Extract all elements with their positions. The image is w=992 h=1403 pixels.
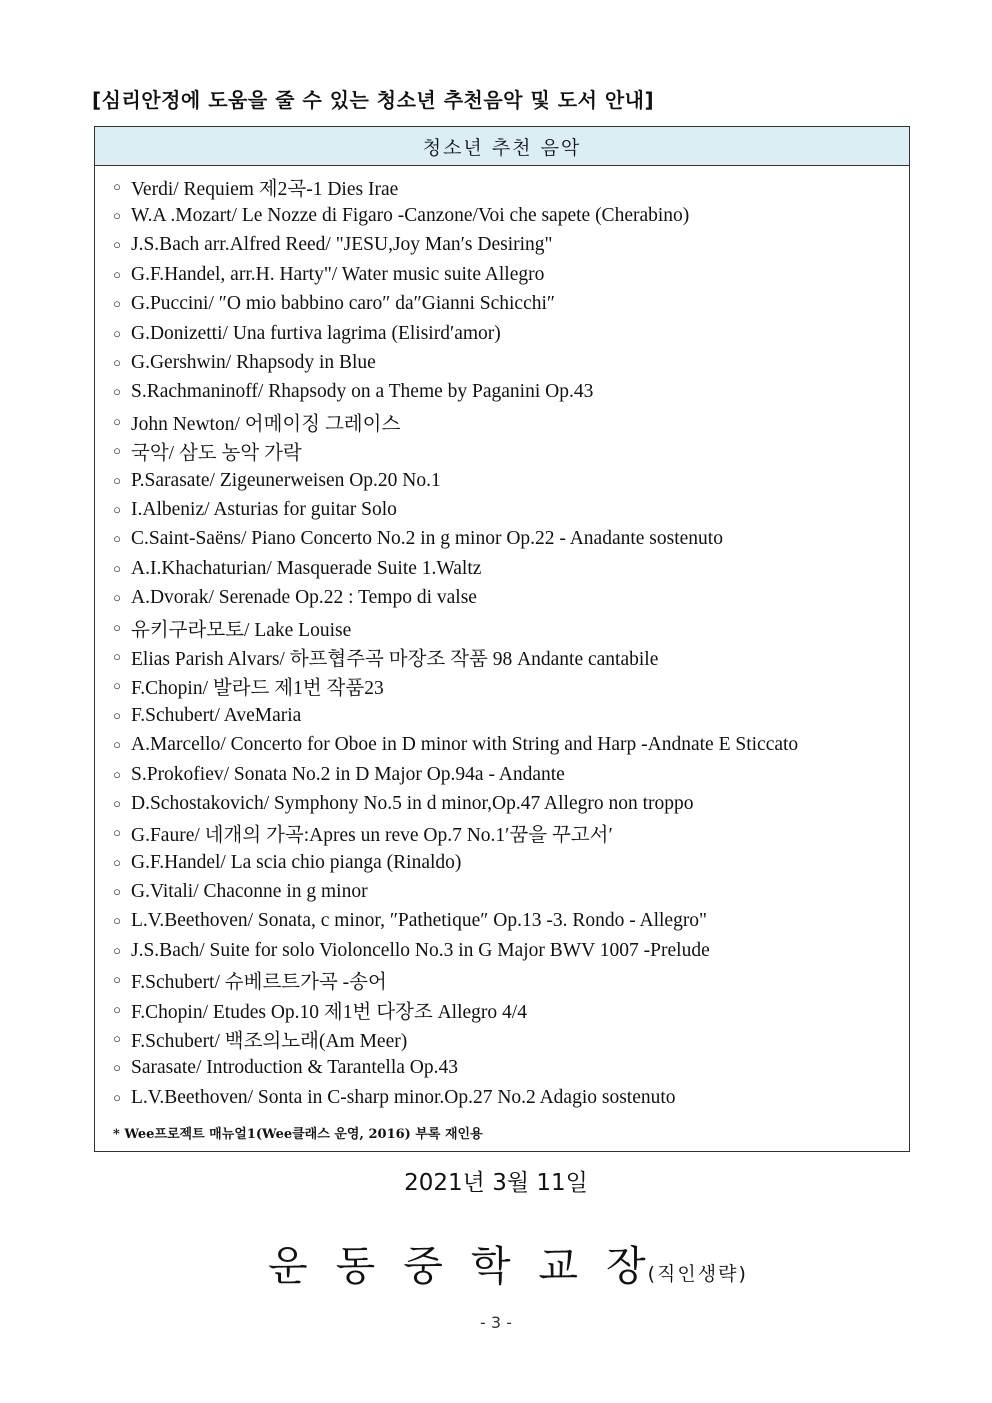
list-item [95, 907, 909, 936]
list-item-text: A.I.Khachaturian/ Masquerade Suite 1.Waltz [131, 557, 482, 579]
list-item-text: S.Rachmaninoff/ Rhapsody on a Theme by Paganini Op.43 [131, 381, 594, 403]
list-item [95, 583, 909, 612]
bullet-icon: ○ [113, 766, 121, 782]
list-item [95, 407, 909, 436]
bullet-icon: ○ [113, 590, 121, 606]
list-item [95, 789, 909, 818]
list-item [95, 613, 909, 642]
bullet-icon: ○ [113, 1001, 121, 1017]
bullet-icon: ○ [113, 972, 121, 988]
list-item-text: G.Faure/ 네개의 가곡:Apres un reve Op.7 No.1′꿈을 꾸고서′ [131, 825, 613, 847]
bullet-icon: ○ [113, 531, 121, 547]
bullet-icon: ○ [113, 648, 121, 664]
list-item-text: G.Vitali/ Chaconne in g minor [131, 881, 368, 903]
bullet-icon: ○ [113, 619, 121, 635]
bullet-icon: ○ [113, 795, 121, 811]
list-item-text: G.Donizetti/ Una furtiva lagrima (Elisird′amor) [131, 322, 501, 344]
list-item-text: F.Schubert/ 백조의노래(Am Meer) [131, 1031, 408, 1053]
list-item-text: F.Chopin/ Etudes Op.10 제1번 다장조 Allegro 4/4 [131, 1001, 527, 1023]
list-item-text: A.Marcello/ Concerto for Oboe in D minor with String and Harp -Andnate E Sticcato [131, 734, 799, 756]
list-item-text: F.Chopin/ 발라드 제1번 작품23 [131, 678, 384, 700]
bullet-icon: ○ [113, 884, 121, 900]
list-item-text: G.Puccini/ ″O mio babbino caro″ da″Gianni Schicchi″ [131, 293, 556, 315]
list-item-text: C.Saint-Saëns/ Piano Concerto No.2 in g minor Op.22 - Anadante sostenuto [131, 528, 723, 550]
list-item-text: Elias Parish Alvars/ 하프협주곡 마장조 작품 98 Andante cantabile [131, 648, 659, 670]
bullet-icon: ○ [113, 472, 121, 488]
list-item [95, 525, 909, 554]
list-item [95, 672, 909, 701]
bullet-icon: ○ [113, 678, 121, 694]
list-item [95, 554, 909, 583]
bullet-icon: ○ [113, 1031, 121, 1047]
list-item-text: L.V.Beethoven/ Sonta in C-sharp minor.Op.27 No.2 Adagio sostenuto [131, 1086, 676, 1108]
bullet-icon: ○ [113, 237, 121, 253]
bullet-icon: ○ [113, 913, 121, 929]
list-item [95, 378, 909, 407]
signer-name: 운동중학교장 [268, 1242, 674, 1290]
list-item-text: 국악/ 삼도 농악 가락 [131, 443, 302, 465]
bullet-icon: ○ [113, 1089, 121, 1105]
bullet-icon: ○ [113, 1060, 121, 1076]
document-heading: [심리안정에 도움을 줄 수 있는 청소년 추천음악 및 도서 안내] [92, 88, 655, 112]
list-item [95, 936, 909, 965]
list-item [95, 760, 909, 789]
bullet-icon: ○ [113, 501, 121, 517]
bullet-icon: ○ [113, 942, 121, 958]
list-item-text: G.F.Handel/ La scia chio pianga (Rinaldo) [131, 851, 462, 873]
source-note: * Wee프로젝트 매뉴얼1(Wee클래스 운영, 2016) 부록 재인용 [113, 1127, 483, 1142]
list-item-text: 유키구라모토/ Lake Louise [131, 619, 352, 641]
list-item [95, 1054, 909, 1083]
document-date: 2021년 3월 11일 [404, 1170, 588, 1196]
list-item-text: J.S.Bach arr.Alfred Reed/ "JESU,Joy Man′s Desiring" [131, 234, 553, 256]
list-item [95, 290, 909, 319]
list-item [95, 260, 909, 289]
table-header: 청소년 추천 음악 [95, 127, 909, 166]
list-item [95, 201, 909, 230]
seal-omitted-note: (직인생략) [647, 1263, 748, 1285]
list-item [95, 319, 909, 348]
list-item-text: F.Schubert/ AveMaria [131, 704, 302, 726]
list-item [95, 701, 909, 730]
list-item-text: I.Albeniz/ Asturias for guitar Solo [131, 498, 397, 520]
bullet-icon: ○ [113, 355, 121, 371]
bullet-icon: ○ [113, 384, 121, 400]
list-item-text: A.Dvorak/ Serenade Op.22 : Tempo di valse [131, 587, 477, 609]
list-item [95, 642, 909, 671]
list-item-text: John Newton/ 어메이징 그레이스 [131, 413, 401, 435]
list-item-text: Sarasate/ Introduction & Tarantella Op.43 [131, 1057, 458, 1079]
list-item-text: W.A .Mozart/ Le Nozze di Figaro -Canzone/Voi che sapete (Cherabino) [131, 205, 690, 227]
bullet-icon: ○ [113, 854, 121, 870]
list-item-text: D.Schostakovich/ Symphony No.5 in d minor,Op.47 Allegro non troppo [131, 792, 694, 814]
bullet-icon: ○ [113, 325, 121, 341]
list-item [95, 730, 909, 759]
list-item [95, 995, 909, 1024]
list-item [95, 966, 909, 995]
bullet-icon: ○ [113, 296, 121, 312]
list-item-text: Verdi/ Requiem 제2곡-1 Dies Irae [131, 178, 399, 200]
list-item [95, 437, 909, 466]
bullet-icon: ○ [113, 737, 121, 753]
list-item-text: F.Schubert/ 슈베르트가곡 -송어 [131, 972, 387, 994]
recommended-music-table [94, 126, 910, 1152]
list-item-text: L.V.Beethoven/ Sonata, c minor, ″Pathetique″ Op.13 -3. Rondo - Allegro" [131, 910, 708, 932]
bullet-icon: ○ [113, 825, 121, 841]
music-list [95, 166, 909, 1113]
list-item [95, 466, 909, 495]
bullet-icon: ○ [113, 707, 121, 723]
bullet-icon: ○ [113, 413, 121, 429]
bullet-icon: ○ [113, 208, 121, 224]
list-item [95, 348, 909, 377]
list-item [95, 877, 909, 906]
list-item-text: J.S.Bach/ Suite for solo Violoncello No.3 in G Major BWV 1007 -Prelude [131, 939, 710, 961]
list-item [95, 172, 909, 201]
bullet-icon: ○ [113, 443, 121, 459]
list-item [95, 495, 909, 524]
signer-block [268, 1233, 748, 1292]
list-item [95, 1083, 909, 1112]
page-number: - 3 - [480, 1313, 512, 1332]
bullet-icon: ○ [113, 560, 121, 576]
list-item [95, 848, 909, 877]
list-item-text: S.Prokofiev/ Sonata No.2 in D Major Op.94a - Andante [131, 763, 565, 785]
list-item-text: G.Gershwin/ Rhapsody in Blue [131, 352, 376, 374]
list-item-text: P.Sarasate/ Zigeunerweisen Op.20 No.1 [131, 469, 441, 491]
bullet-icon: ○ [113, 178, 121, 194]
bullet-icon: ○ [113, 266, 121, 282]
list-item-text: G.F.Handel, arr.H. Harty"/ Water music suite Allegro [131, 263, 545, 285]
list-item [95, 1024, 909, 1053]
list-item [95, 231, 909, 260]
list-item [95, 819, 909, 848]
